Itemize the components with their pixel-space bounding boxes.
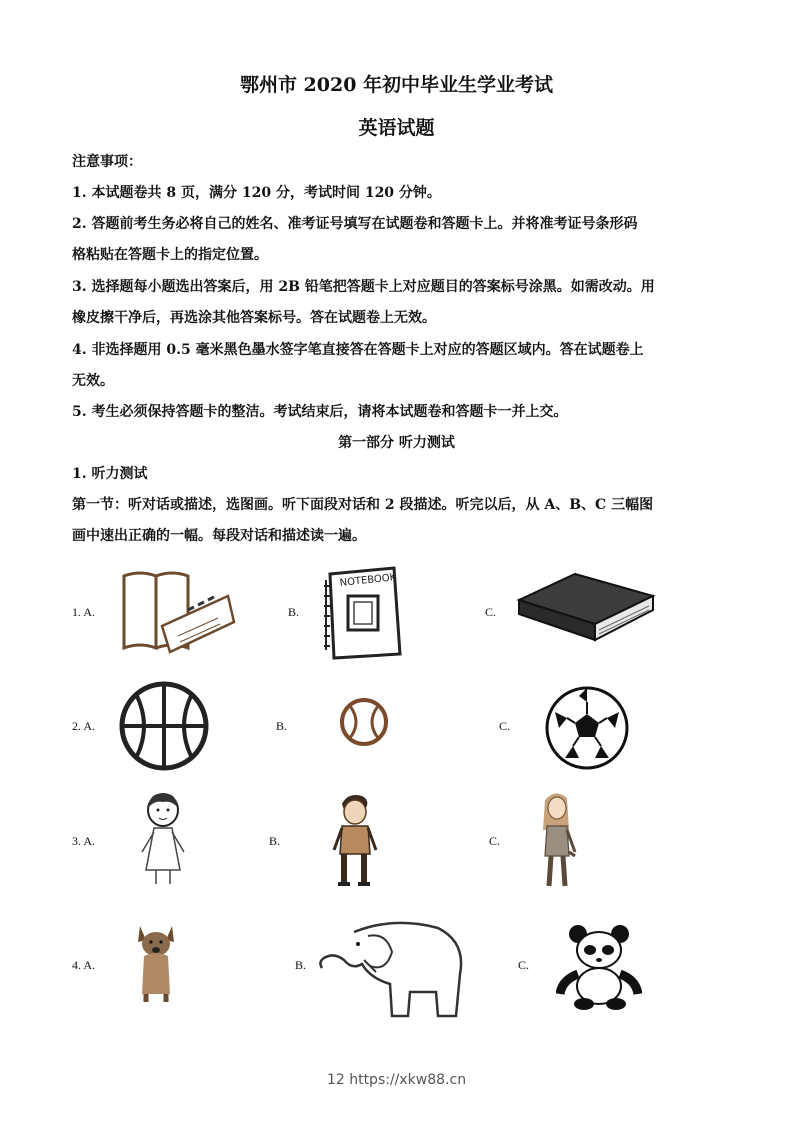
option-label: C. — [499, 719, 511, 733]
footer-watermark: 12 https://xkw88.cn — [326, 1072, 467, 1088]
open-book-icon — [118, 566, 238, 656]
closed-book-icon — [515, 570, 657, 650]
part-title: 第一部分 听力测试 — [338, 435, 455, 451]
elephant-icon — [314, 912, 472, 1024]
option-label: B. — [276, 719, 288, 733]
note-line: 橡皮擦干净后，再选涂其他答案标号。答在试题卷上无效。 — [72, 310, 436, 326]
man-icon — [330, 792, 378, 888]
note-line: 格粘贴在答题卡上的指定位置。 — [72, 247, 268, 263]
note-line: 3. 选择题每小题选出答案后，用 2B 铅笔把答题卡上对应题目的答案标号涂黑。如需改动。用 — [72, 279, 655, 295]
option-label: B. — [295, 958, 307, 972]
svg-text:NOTEBOOK: NOTEBOOK — [339, 572, 397, 589]
option-label: 4. A. — [72, 958, 96, 972]
option-label: 1. A. — [72, 605, 96, 619]
girl-icon — [126, 790, 200, 886]
option-label: B. — [269, 834, 281, 848]
option-label: C. — [518, 958, 530, 972]
section-subtitle: 1. 听力测试 — [72, 466, 148, 482]
option-label: B. — [288, 605, 300, 619]
option-label: 2. A. — [72, 719, 96, 733]
note-line: 无效。 — [72, 373, 114, 389]
note-line: 5. 考生必须保持答题卡的整洁。考试结束后，请将本试题卷和答题卡一并上交。 — [72, 404, 568, 420]
note-line: 4. 非选择题用 0.5 毫米黑色墨水签字笔直接答在答题卡上对应的答题区域内。答在试题卷上 — [72, 342, 644, 358]
page-title: 鄂州市 2020 年初中毕业生学业考试 — [239, 74, 554, 96]
page-subtitle: 英语试题 — [358, 117, 435, 139]
option-label: C. — [485, 605, 497, 619]
soccer-ball-icon — [543, 684, 631, 772]
notebook-icon — [322, 564, 404, 662]
basketball-icon — [118, 680, 210, 772]
tennis-ball-icon — [338, 696, 390, 748]
instruction-line: 第一节：听对话或描述，选图画。听下面段对话和 2 段描述。听完以后，从 A、B、C 三幅图 — [72, 497, 654, 513]
notes-heading: 注意事项： — [72, 154, 142, 170]
note-line: 2. 答题前考生务必将自己的姓名、准考证号填写在试题卷和答题卡上。并将准考证号条形码 — [72, 216, 638, 232]
option-label: 3. A. — [72, 834, 96, 848]
instruction-line: 画中速出正确的一幅。每段对话和描述读一遍。 — [72, 528, 366, 544]
dog-icon — [128, 920, 184, 1004]
woman-icon — [535, 790, 583, 892]
option-label: C. — [489, 834, 501, 848]
panda-icon — [556, 920, 642, 1012]
note-line: 1. 本试题卷共 8 页，满分 120 分，考试时间 120 分钟。 — [72, 185, 441, 201]
